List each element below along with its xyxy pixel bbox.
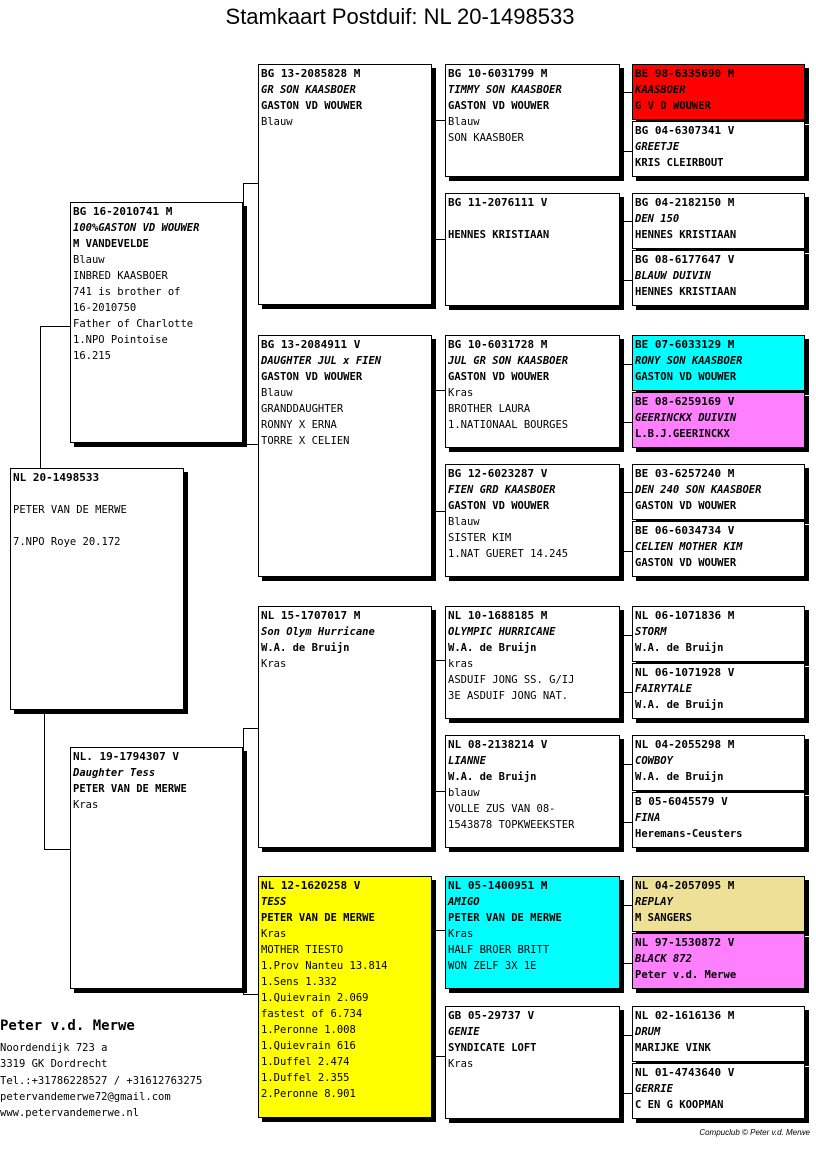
ancestor-card[interactable] bbox=[632, 606, 805, 662]
ring-number: NL 05-1400951 M bbox=[448, 879, 548, 892]
pigeon-name: GENIE bbox=[448, 1026, 480, 1038]
ring-number: BE 07-6033129 M bbox=[635, 338, 735, 351]
owner-name: HENNES KRISTIAAN bbox=[448, 229, 550, 241]
pedigree-note: 16-2010750 bbox=[73, 302, 137, 314]
pedigree-note: 1.Sens 1.332 bbox=[261, 976, 337, 988]
owner-name: MARIJKE VINK bbox=[635, 1042, 711, 1054]
ring-number: BG 08-6177647 V bbox=[635, 253, 735, 266]
connector-line bbox=[40, 326, 71, 469]
owner-name: W.A. de Bruijn bbox=[448, 771, 537, 783]
ring-number: NL 04-2055298 M bbox=[635, 738, 735, 751]
ring-number: NL. 19-1794307 V bbox=[73, 750, 179, 763]
grandparent-card[interactable] bbox=[258, 335, 432, 577]
ancestor-card[interactable] bbox=[632, 250, 805, 306]
owner-name: KRIS CLEIRBOUT bbox=[635, 157, 724, 169]
pedigree-note: 3E ASDUIF JONG NAT. bbox=[448, 690, 569, 702]
pedigree-note: SISTER KIM bbox=[448, 532, 512, 544]
ring-number: BG 12-6023287 V bbox=[448, 467, 548, 480]
ring-number: NL 97-1530872 V bbox=[635, 936, 735, 949]
ring-number: BG 10-6031728 M bbox=[448, 338, 548, 351]
ancestor-card[interactable] bbox=[632, 933, 805, 989]
owner-name: W.A. de Bruijn bbox=[635, 771, 724, 783]
great-grandparent-card[interactable] bbox=[445, 606, 620, 719]
pedigree-note: Kras bbox=[261, 928, 287, 940]
ring-number: BE 03-6257240 M bbox=[635, 467, 735, 480]
connector-line bbox=[432, 390, 445, 512]
pedigree-note: 1.Duffel 2.355 bbox=[261, 1072, 350, 1084]
ring-number: GB 05-29737 V bbox=[448, 1009, 535, 1022]
owner-name: GASTON VD WOUWER bbox=[261, 371, 363, 383]
pedigree-note: 1.NAT GUERET 14.245 bbox=[448, 548, 569, 560]
pedigree-note: VOLLE ZUS VAN 08- bbox=[448, 803, 556, 815]
owner-name: GASTON VD WOUWER bbox=[448, 100, 550, 112]
website-link[interactable]: www.petervandemerwe.nl bbox=[0, 1107, 140, 1119]
pedigree-note: Blauw bbox=[261, 387, 293, 399]
pigeon-name bbox=[448, 211, 617, 227]
subject-pigeon-card[interactable] bbox=[10, 468, 184, 710]
pedigree-note: BROTHER LAURA bbox=[448, 403, 531, 415]
mother-card[interactable] bbox=[70, 747, 243, 989]
connector-line bbox=[432, 120, 445, 240]
pedigree-note: 2.Peronne 8.901 bbox=[261, 1088, 356, 1100]
pedigree-note: Blauw bbox=[448, 516, 480, 528]
owner-name: HENNES KRISTIAAN bbox=[635, 286, 737, 298]
pedigree-note: TORRE X CELIEN bbox=[261, 435, 350, 447]
ancestor-card[interactable] bbox=[632, 876, 805, 932]
pigeon-name: CELIEN MOTHER KIM bbox=[635, 541, 743, 553]
pedigree-note: Kras bbox=[73, 799, 99, 811]
ring-number: NL 12-1620258 V bbox=[261, 879, 361, 892]
owner-name: G V D WOUWER bbox=[635, 100, 711, 112]
pedigree-note: Blauw bbox=[448, 116, 480, 128]
pedigree-note: MOTHER TIESTO bbox=[261, 944, 344, 956]
pigeon-name: DRUM bbox=[635, 1026, 661, 1038]
pedigree-note: SON KAASBOER bbox=[448, 132, 524, 144]
owner-name: HENNES KRISTIAAN bbox=[635, 229, 737, 241]
pigeon-name: BLACK 872 bbox=[635, 953, 692, 965]
ring-number: BG 16-2010741 M bbox=[73, 205, 173, 218]
ring-number: BE 98-6335690 M bbox=[635, 67, 735, 80]
great-grandparent-card[interactable] bbox=[445, 193, 620, 306]
ancestor-card[interactable] bbox=[632, 121, 805, 177]
pigeon-name: DEN 150 bbox=[635, 213, 680, 225]
father-card[interactable] bbox=[70, 202, 243, 443]
grandparent-card[interactable] bbox=[258, 606, 432, 848]
page-title: Stamkaart Postduif: NL 20-1498533 bbox=[225, 4, 575, 29]
pedigree-note: INBRED KAASBOER bbox=[73, 270, 168, 282]
ancestor-card[interactable] bbox=[632, 64, 805, 120]
pedigree-note: GRANDDAUGHTER bbox=[261, 403, 344, 415]
pedigree-note: kras bbox=[448, 658, 474, 670]
pedigree-note: 1543878 TOPKWEEKSTER bbox=[448, 819, 575, 831]
pedigree-note: HALF BROER BRITT bbox=[448, 944, 550, 956]
pigeon-name: BLAUW DUIVIN bbox=[635, 270, 711, 282]
owner-name: PETER VAN DE MERWE bbox=[261, 912, 375, 924]
pigeon-name: RONY SON KAASBOER bbox=[635, 355, 743, 367]
owner-name: M SANGERS bbox=[635, 912, 692, 924]
great-grandparent-card[interactable] bbox=[445, 876, 620, 989]
owner-name: PETER VAN DE MERWE bbox=[73, 783, 187, 795]
pedigree-note: 1.NPO Pointoise bbox=[73, 334, 168, 346]
pedigree-note: 1.Quievrain 616 bbox=[261, 1040, 356, 1052]
pedigree-note: WON ZELF 3X 1E bbox=[448, 960, 537, 972]
pigeon-name: GREETJE bbox=[635, 141, 680, 153]
ring-number: BG 11-2076111 V bbox=[448, 196, 548, 209]
address-line: 3319 GK Dordrecht bbox=[0, 1058, 108, 1070]
pigeon-name: TIMMY SON KAASBOER bbox=[448, 84, 562, 96]
pedigree-note: 1.NATIONAAL BOURGES bbox=[448, 419, 569, 431]
ancestor-card[interactable] bbox=[632, 663, 805, 719]
pedigree-note bbox=[13, 518, 181, 534]
ancestor-card[interactable] bbox=[632, 335, 805, 391]
great-grandparent-card[interactable] bbox=[445, 335, 620, 448]
pigeon-name: DEN 240 SON KAASBOER bbox=[635, 484, 762, 496]
ancestor-card[interactable] bbox=[632, 464, 805, 520]
pedigree-note: blauw bbox=[448, 787, 480, 799]
ring-number: BG 13-2085828 M bbox=[261, 67, 361, 80]
connector-line bbox=[432, 660, 445, 792]
pigeon-name: DAUGHTER JUL x FIEN bbox=[261, 355, 382, 367]
ancestor-card[interactable] bbox=[632, 1063, 805, 1119]
owner-name: Peter v.d. Merwe bbox=[635, 969, 737, 981]
pigeon-name: GEERINCKX DUIVIN bbox=[635, 412, 737, 424]
breeder-name: Peter v.d. Merwe bbox=[0, 1018, 135, 1034]
owner-name: C EN G KOOPMAN bbox=[635, 1099, 724, 1111]
great-grandparent-card[interactable] bbox=[445, 464, 620, 577]
grandparent-card[interactable] bbox=[258, 876, 432, 1118]
pedigree-note: 1.Prov Nanteu 13.814 bbox=[261, 960, 388, 972]
pedigree-note: 741 is brother of bbox=[73, 286, 181, 298]
owner-name: GASTON VD WOUWER bbox=[635, 500, 737, 512]
pigeon-name: OLYMPIC HURRICANE bbox=[448, 626, 556, 638]
ring-number: BG 13-2084911 V bbox=[261, 338, 361, 351]
pedigree-note: Blauw bbox=[261, 116, 293, 128]
pedigree-note: RONNY X ERNA bbox=[261, 419, 337, 431]
owner-name: GASTON VD WOUWER bbox=[448, 371, 550, 383]
pedigree-note: 7.NPO Roye 20.172 bbox=[13, 536, 121, 548]
pedigree-note: 1.Quievrain 2.069 bbox=[261, 992, 369, 1004]
ring-number: BE 08-6259169 V bbox=[635, 395, 735, 408]
pigeon-name: FAIRYTALE bbox=[635, 683, 692, 695]
pigeon-name: GERRIE bbox=[635, 1083, 673, 1095]
owner-name: W.A. de Bruijn bbox=[635, 699, 724, 711]
pigeon-name: GR SON KAASBOER bbox=[261, 84, 356, 96]
pigeon-name: REPLAY bbox=[635, 896, 673, 908]
pedigree-note: Kras bbox=[448, 1058, 474, 1070]
owner-name: PETER VAN DE MERWE bbox=[448, 912, 562, 924]
ring-number: NL 02-1616136 M bbox=[635, 1009, 735, 1022]
ring-number: NL 08-2138214 V bbox=[448, 738, 548, 751]
pigeon-name: TESS bbox=[261, 896, 287, 908]
great-grandparent-card[interactable] bbox=[445, 64, 620, 177]
ring-number: BE 06-6034734 V bbox=[635, 524, 735, 537]
pedigree-note: Kras bbox=[261, 658, 287, 670]
pedigree-note: Kras bbox=[448, 928, 474, 940]
ring-number: B 05-6045579 V bbox=[635, 795, 728, 808]
owner-name: Heremans-Ceusters bbox=[635, 828, 743, 840]
pigeon-name: FINA bbox=[635, 812, 661, 824]
ancestor-card[interactable] bbox=[632, 792, 805, 848]
owner-name: W.A. de Bruijn bbox=[635, 642, 724, 654]
pedigree-note: Kras bbox=[448, 387, 474, 399]
ring-number: NL 20-1498533 bbox=[13, 471, 100, 484]
owner-name: W.A. de Bruijn bbox=[448, 642, 537, 654]
pedigree-note: ASDUIF JONG SS. G/IJ bbox=[448, 674, 575, 686]
owner-name: GASTON VD WOUWER bbox=[635, 371, 737, 383]
owner-name: PETER VAN DE MERWE bbox=[13, 504, 127, 516]
ring-number: NL 06-1071928 V bbox=[635, 666, 735, 679]
owner-name: W.A. de Bruijn bbox=[261, 642, 350, 654]
pigeon-name: FIEN GRD KAASBOER bbox=[448, 484, 556, 496]
pedigree-note: Blauw bbox=[73, 254, 105, 266]
ring-number: BG 10-6031799 M bbox=[448, 67, 548, 80]
great-grandparent-card[interactable] bbox=[445, 1006, 620, 1119]
owner-name: GASTON VD WOUWER bbox=[635, 557, 737, 569]
pigeon-name: LIANNE bbox=[448, 755, 486, 767]
pigeon-name: STORM bbox=[635, 626, 667, 638]
great-grandparent-card[interactable] bbox=[445, 735, 620, 848]
pedigree-note: fastest of 6.734 bbox=[261, 1008, 363, 1020]
grandparent-card[interactable] bbox=[258, 64, 432, 305]
connector-line bbox=[44, 712, 71, 850]
phone-text: Tel.:+31786228527 / +31612763275 bbox=[0, 1075, 203, 1087]
ring-number: NL 06-1071836 M bbox=[635, 609, 735, 622]
pigeon-name: 100%GASTON VD WOUWER bbox=[73, 222, 200, 234]
ancestor-card[interactable] bbox=[632, 193, 805, 249]
owner-name: L.B.J.GEERINCKX bbox=[635, 428, 730, 440]
ancestor-card[interactable] bbox=[632, 735, 805, 791]
owner-name: M VANDEVELDE bbox=[73, 238, 149, 250]
ring-number: NL 10-1688185 M bbox=[448, 609, 548, 622]
owner-name: GASTON VD WOUWER bbox=[261, 100, 363, 112]
pigeon-name: Daughter Tess bbox=[73, 767, 156, 779]
pigeon-name: Son Olym Hurricane bbox=[261, 626, 375, 638]
ring-number: BG 04-2182150 M bbox=[635, 196, 735, 209]
pigeon-name: KAASBOER bbox=[635, 84, 686, 96]
owner-name: SYNDICATE LOFT bbox=[448, 1042, 537, 1054]
email-link[interactable]: petervandemerwe72@gmail.com bbox=[0, 1091, 171, 1103]
pedigree-note: 1.Duffel 2.474 bbox=[261, 1056, 350, 1068]
address-line: Noordendijk 723 a bbox=[0, 1042, 108, 1054]
ancestor-card[interactable] bbox=[632, 521, 805, 577]
pigeon-name bbox=[13, 486, 181, 502]
pedigree-note: Father of Charlotte bbox=[73, 318, 194, 330]
ring-number: NL 01-4743640 V bbox=[635, 1066, 735, 1079]
connector-line bbox=[432, 930, 445, 1057]
pigeon-name: COWBOY bbox=[635, 755, 673, 767]
owner-name: GASTON VD WOUWER bbox=[448, 500, 550, 512]
ancestor-card[interactable] bbox=[632, 392, 805, 448]
ancestor-card[interactable] bbox=[632, 1006, 805, 1062]
pedigree-note: 16.215 bbox=[73, 350, 111, 362]
ring-number: NL 15-1707017 M bbox=[261, 609, 361, 622]
ring-number: BG 04-6307341 V bbox=[635, 124, 735, 137]
pigeon-name: JUL GR SON KAASBOER bbox=[448, 355, 569, 367]
pigeon-name: AMIGO bbox=[448, 896, 480, 908]
ring-number: NL 04-2057095 M bbox=[635, 879, 735, 892]
pedigree-note: 1.Peronne 1.008 bbox=[261, 1024, 356, 1036]
credit-text: Compuclub © Peter v.d. Merwe bbox=[699, 1128, 810, 1137]
